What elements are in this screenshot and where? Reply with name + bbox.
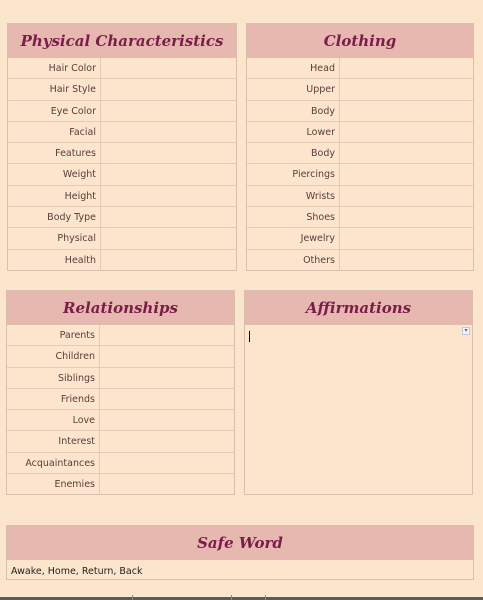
field-input[interactable] <box>101 79 236 99</box>
field-label: Height <box>8 186 101 206</box>
clothing-panel <box>246 23 474 271</box>
field-input[interactable] <box>100 431 234 451</box>
field-row-children <box>7 346 234 367</box>
field-input[interactable] <box>101 228 236 248</box>
field-input[interactable] <box>100 410 234 430</box>
field-row-parents <box>7 325 234 346</box>
bottom-tick <box>231 595 232 600</box>
field-label: Body Type <box>8 207 101 227</box>
field-input[interactable] <box>100 325 234 345</box>
field-row-lower <box>247 122 473 143</box>
field-label: Enemies <box>7 474 100 495</box>
bottom-tick <box>132 595 133 600</box>
field-row-health <box>8 250 236 271</box>
field-row-height <box>8 186 236 207</box>
field-row-hair-style <box>8 79 236 100</box>
field-label: Jewelry <box>247 228 340 248</box>
physical-characteristics-panel <box>7 23 237 271</box>
clothing-title: Clothing <box>247 24 473 58</box>
field-input[interactable] <box>101 250 236 271</box>
text-caret <box>249 331 250 342</box>
field-row-jewelry <box>247 228 473 249</box>
affirmations-panel <box>244 290 473 495</box>
field-row-acquaintances <box>7 453 234 474</box>
bottom-tick <box>265 595 266 600</box>
field-input[interactable] <box>340 228 473 248</box>
field-label: Children <box>7 346 100 366</box>
relationships-title: Relationships <box>7 291 234 325</box>
field-row-body <box>247 101 473 122</box>
field-input[interactable] <box>101 143 236 163</box>
field-label: Friends <box>7 389 100 409</box>
field-input[interactable] <box>340 58 473 78</box>
clothing-fields <box>247 58 473 271</box>
field-input[interactable] <box>101 122 236 142</box>
field-input[interactable] <box>101 164 236 184</box>
field-input[interactable] <box>340 164 473 184</box>
field-row-shoes <box>247 207 473 228</box>
field-label: Love <box>7 410 100 430</box>
field-label: Wrists <box>247 186 340 206</box>
field-input[interactable] <box>101 58 236 78</box>
field-label: Eye Color <box>8 101 101 121</box>
field-row-body-type <box>8 207 236 228</box>
field-label: Body <box>247 143 340 163</box>
field-row-physical <box>8 228 236 249</box>
field-input[interactable] <box>340 79 473 99</box>
field-row-piercings <box>247 164 473 185</box>
field-row-hair-color <box>8 58 236 79</box>
field-label: Body <box>247 101 340 121</box>
field-input[interactable] <box>101 101 236 121</box>
field-input[interactable] <box>101 186 236 206</box>
affirmations-textarea[interactable] <box>245 325 472 495</box>
field-label: Health <box>8 250 101 271</box>
safe-word-title: Safe Word <box>7 526 473 560</box>
field-label: Shoes <box>247 207 340 227</box>
safe-word-field[interactable]: Awake, Home, Return, Back <box>11 566 143 577</box>
field-row-weight <box>8 164 236 185</box>
field-label: Interest <box>7 431 100 451</box>
field-label: Weight <box>8 164 101 184</box>
physical-characteristics-title: Physical Characteristics <box>8 24 236 58</box>
field-label: Head <box>247 58 340 78</box>
field-input[interactable] <box>340 207 473 227</box>
field-row-interest <box>7 431 234 452</box>
field-input[interactable] <box>101 207 236 227</box>
field-input[interactable] <box>340 122 473 142</box>
field-label: Features <box>8 143 101 163</box>
affirmations-title: Affirmations <box>245 291 472 325</box>
field-input[interactable] <box>100 453 234 473</box>
field-row-wrists <box>247 186 473 207</box>
field-input[interactable] <box>100 389 234 409</box>
field-input[interactable] <box>100 474 234 495</box>
field-row-friends <box>7 389 234 410</box>
field-row-head <box>247 58 473 79</box>
field-row-enemies <box>7 474 234 495</box>
field-row-siblings <box>7 368 234 389</box>
field-row-others <box>247 250 473 271</box>
field-row-upper <box>247 79 473 100</box>
relationships-fields <box>7 325 234 495</box>
field-label: Upper <box>247 79 340 99</box>
field-input[interactable] <box>340 186 473 206</box>
field-label: Parents <box>7 325 100 345</box>
field-input[interactable] <box>340 101 473 121</box>
field-row-facial <box>8 122 236 143</box>
field-label: Siblings <box>7 368 100 388</box>
field-row-features <box>8 143 236 164</box>
field-row-love <box>7 410 234 431</box>
field-label: Others <box>247 250 340 271</box>
field-row-body <box>247 143 473 164</box>
field-label: Lower <box>247 122 340 142</box>
field-input[interactable] <box>340 250 473 271</box>
field-label: Hair Style <box>8 79 101 99</box>
safe-word-panel <box>6 525 474 580</box>
field-label: Facial <box>8 122 101 142</box>
field-label: Piercings <box>247 164 340 184</box>
field-label: Physical <box>8 228 101 248</box>
field-label: Hair Color <box>8 58 101 78</box>
field-input[interactable] <box>340 143 473 163</box>
field-label: Acquaintances <box>7 453 100 473</box>
field-input[interactable] <box>100 368 234 388</box>
field-row-eye-color <box>8 101 236 122</box>
physical-fields <box>8 58 236 271</box>
relationships-panel <box>6 290 235 495</box>
field-input[interactable] <box>100 346 234 366</box>
chevron-down-icon[interactable]: ▾ <box>462 327 470 335</box>
